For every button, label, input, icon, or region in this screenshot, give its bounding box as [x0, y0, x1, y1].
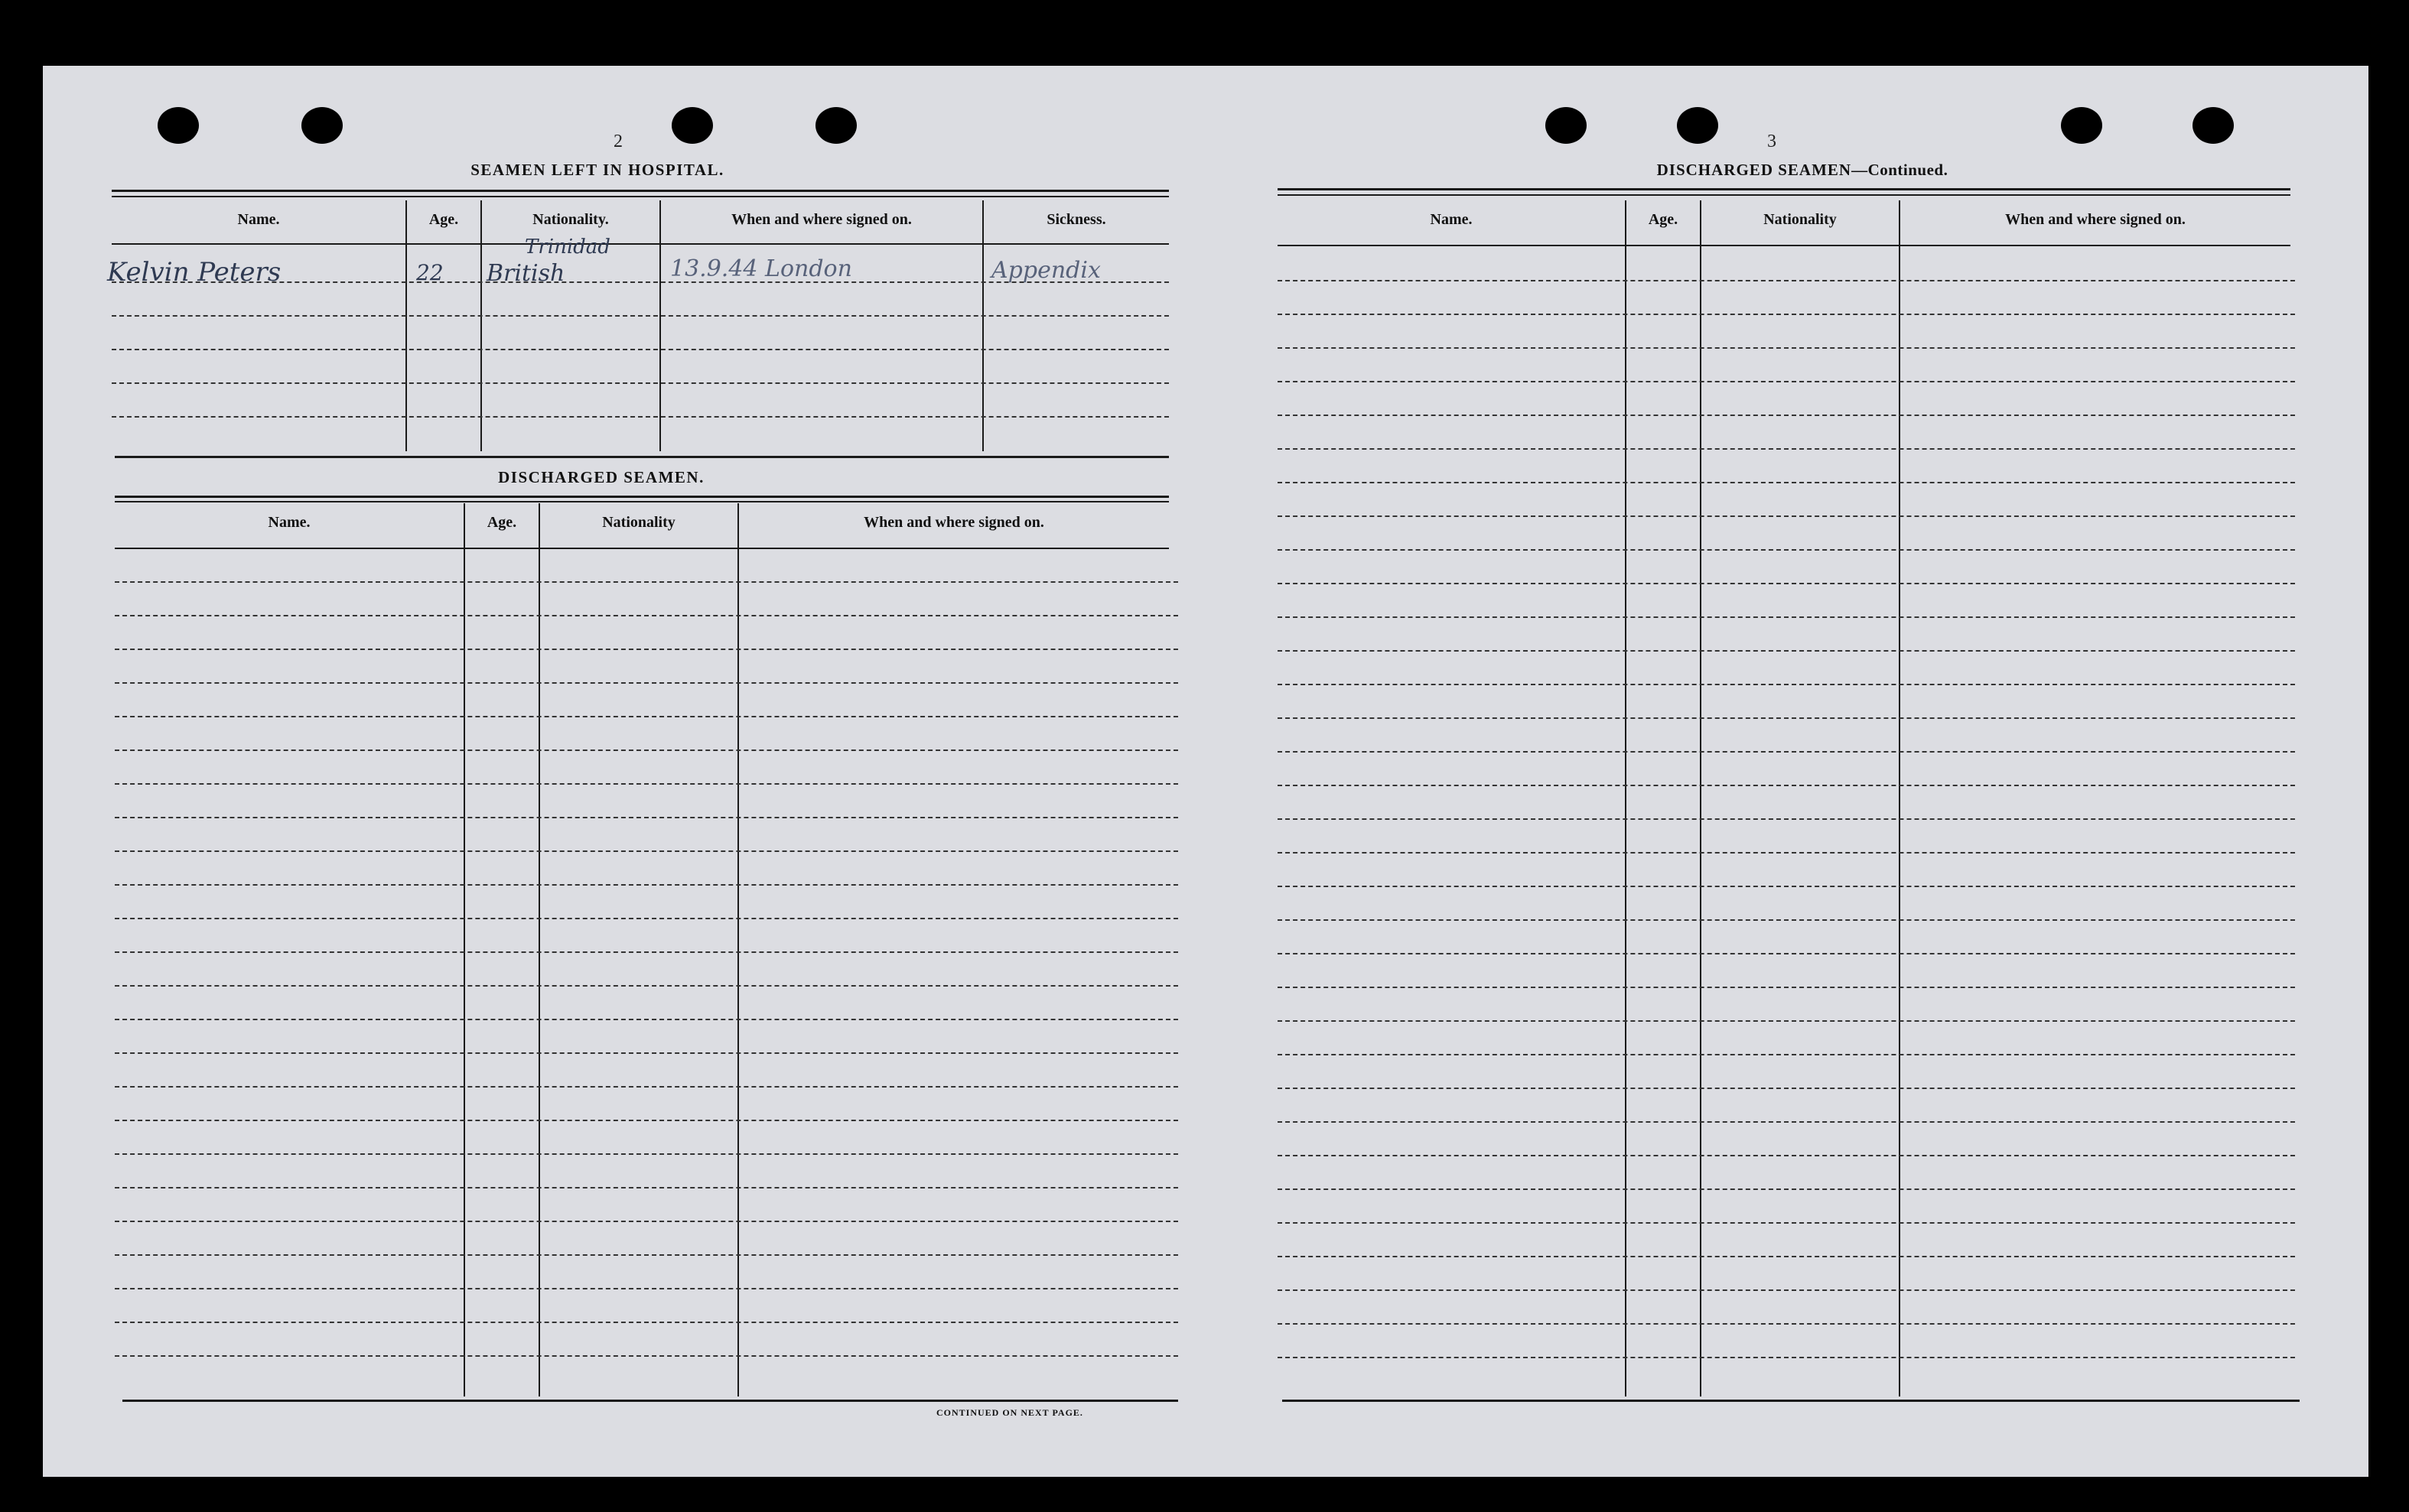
entry-sickness: Appendix: [991, 257, 1101, 284]
ruled-line: [1278, 583, 2295, 584]
ruled-line: [1278, 751, 2295, 753]
table-bottom-rule: [1282, 1400, 2300, 1402]
ruled-line: [1278, 717, 2295, 719]
ruled-line: [115, 1187, 1178, 1188]
ruled-line: [1278, 684, 2295, 685]
ruled-line: [1278, 852, 2295, 854]
ruled-line: [1278, 886, 2295, 887]
section-rule: [115, 501, 1169, 502]
entry-nationality: British: [487, 260, 565, 287]
ruled-line: [1278, 1155, 2295, 1156]
ruled-line: [112, 315, 1169, 317]
page-number: 2: [614, 132, 623, 151]
entry-signed-on: 13.9.44 London: [670, 255, 852, 282]
column-header-signed-on: When and where signed on.: [864, 514, 1044, 531]
ruled-line: [115, 783, 1178, 785]
column-divider: [982, 200, 984, 451]
ruled-line: [115, 716, 1178, 717]
ruled-line: [115, 1355, 1178, 1357]
ruled-line: [115, 649, 1178, 650]
section-rule: [115, 496, 1169, 498]
ruled-line: [1278, 1054, 2295, 1055]
ruled-line: [1278, 987, 2295, 988]
entry-age: 22: [416, 260, 444, 285]
ruled-line: [115, 1153, 1178, 1155]
hospital-section-title: SEAMEN LEFT IN HOSPITAL.: [470, 161, 724, 179]
table-top-rule: [112, 190, 1169, 192]
ruled-line: [115, 1288, 1178, 1289]
entry-nationality-note: Trinidad: [525, 236, 610, 259]
ruled-line: [1278, 280, 2295, 281]
ruled-line: [1278, 953, 2295, 954]
document-sheet: [43, 66, 2368, 1477]
title-suffix: —Continued.: [1851, 161, 1948, 179]
table-top-rule: [1278, 194, 2290, 196]
ruled-line: [115, 749, 1178, 751]
ruled-line: [1278, 650, 2295, 652]
ruled-line: [115, 951, 1178, 953]
punch-hole: [2193, 107, 2234, 144]
column-header-signed-on: When and where signed on.: [731, 211, 912, 228]
discharged-section-title: DISCHARGED SEAMEN.: [498, 468, 705, 486]
ruled-line: [1278, 515, 2295, 517]
ruled-line: [115, 850, 1178, 852]
ruled-line: [1278, 415, 2295, 416]
ruled-line: [115, 1120, 1178, 1121]
ruled-line: [1278, 381, 2295, 382]
continued-note: CONTINUED ON NEXT PAGE.: [936, 1407, 1083, 1418]
ruled-line: [1278, 1323, 2295, 1325]
ruled-line: [115, 615, 1178, 616]
ruled-line: [115, 1221, 1178, 1222]
ruled-line: [1278, 1357, 2295, 1358]
ruled-line: [112, 349, 1169, 350]
column-divider: [464, 503, 465, 1397]
ruled-line: [115, 884, 1178, 886]
ruled-line: [115, 581, 1178, 583]
column-divider: [480, 200, 482, 451]
table-top-rule: [1278, 188, 2290, 190]
column-header-nationality: Nationality: [602, 514, 675, 531]
punch-hole: [815, 107, 857, 144]
ruled-line: [1278, 616, 2295, 618]
ruled-line: [115, 817, 1178, 818]
ruled-line: [1278, 1256, 2295, 1257]
column-divider: [737, 503, 739, 1397]
ruled-line: [115, 918, 1178, 919]
header-underline: [115, 548, 1169, 549]
ruled-line: [115, 1086, 1178, 1088]
ruled-line: [115, 682, 1178, 684]
title-main: DISCHARGED SEAMEN: [1656, 161, 1852, 179]
punch-hole: [2061, 107, 2102, 144]
ruled-line: [1278, 347, 2295, 349]
punch-hole: [301, 107, 343, 144]
entry-name: Kelvin Peters: [107, 257, 282, 288]
punch-hole: [158, 107, 199, 144]
ruled-line: [115, 1052, 1178, 1054]
column-header-name: Name.: [1430, 211, 1473, 228]
column-header-age: Age.: [487, 514, 517, 531]
ruled-line: [1278, 1088, 2295, 1089]
header-underline: [112, 243, 1169, 245]
ruled-line: [115, 1019, 1178, 1020]
table-top-rule: [112, 196, 1169, 197]
ruled-line: [1278, 482, 2295, 483]
column-header-signed-on: When and where signed on.: [2005, 211, 2186, 228]
ruled-line: [115, 1254, 1178, 1256]
ruled-line: [1278, 448, 2295, 450]
ruled-line: [1278, 314, 2295, 315]
ruled-line: [1278, 1121, 2295, 1123]
ruled-line: [1278, 1188, 2295, 1190]
column-divider: [1625, 200, 1626, 1397]
ruled-line: [1278, 1222, 2295, 1224]
ruled-line: [1278, 818, 2295, 820]
ruled-line: [115, 985, 1178, 987]
column-header-nationality: Nationality: [1763, 211, 1837, 228]
column-header-age: Age.: [1648, 211, 1678, 228]
column-header-age: Age.: [428, 211, 459, 228]
punch-hole: [1677, 107, 1718, 144]
ruled-line: [1278, 549, 2295, 551]
column-header-sickness: Sickness.: [1047, 211, 1106, 228]
section-rule: [115, 456, 1169, 458]
column-divider: [1899, 200, 1900, 1397]
ruled-line: [115, 1322, 1178, 1323]
ruled-line: [1278, 1020, 2295, 1022]
column-divider: [405, 200, 407, 451]
table-bottom-rule: [122, 1400, 1178, 1402]
page-number: 3: [1767, 132, 1776, 151]
column-divider: [539, 503, 540, 1397]
ruled-line: [1278, 1289, 2295, 1291]
ruled-line: [112, 416, 1169, 418]
column-header-name: Name.: [268, 514, 311, 531]
column-divider: [659, 200, 661, 451]
ruled-line: [1278, 785, 2295, 786]
column-divider: [1700, 200, 1701, 1397]
column-header-name: Name.: [237, 211, 280, 228]
header-underline: [1278, 245, 2290, 246]
punch-hole: [1545, 107, 1587, 144]
column-header-nationality: Nationality.: [532, 211, 609, 228]
punch-hole: [672, 107, 713, 144]
ruled-line: [1278, 919, 2295, 921]
ruled-line: [112, 382, 1169, 384]
discharged-continued-title: [1573, 161, 2032, 180]
